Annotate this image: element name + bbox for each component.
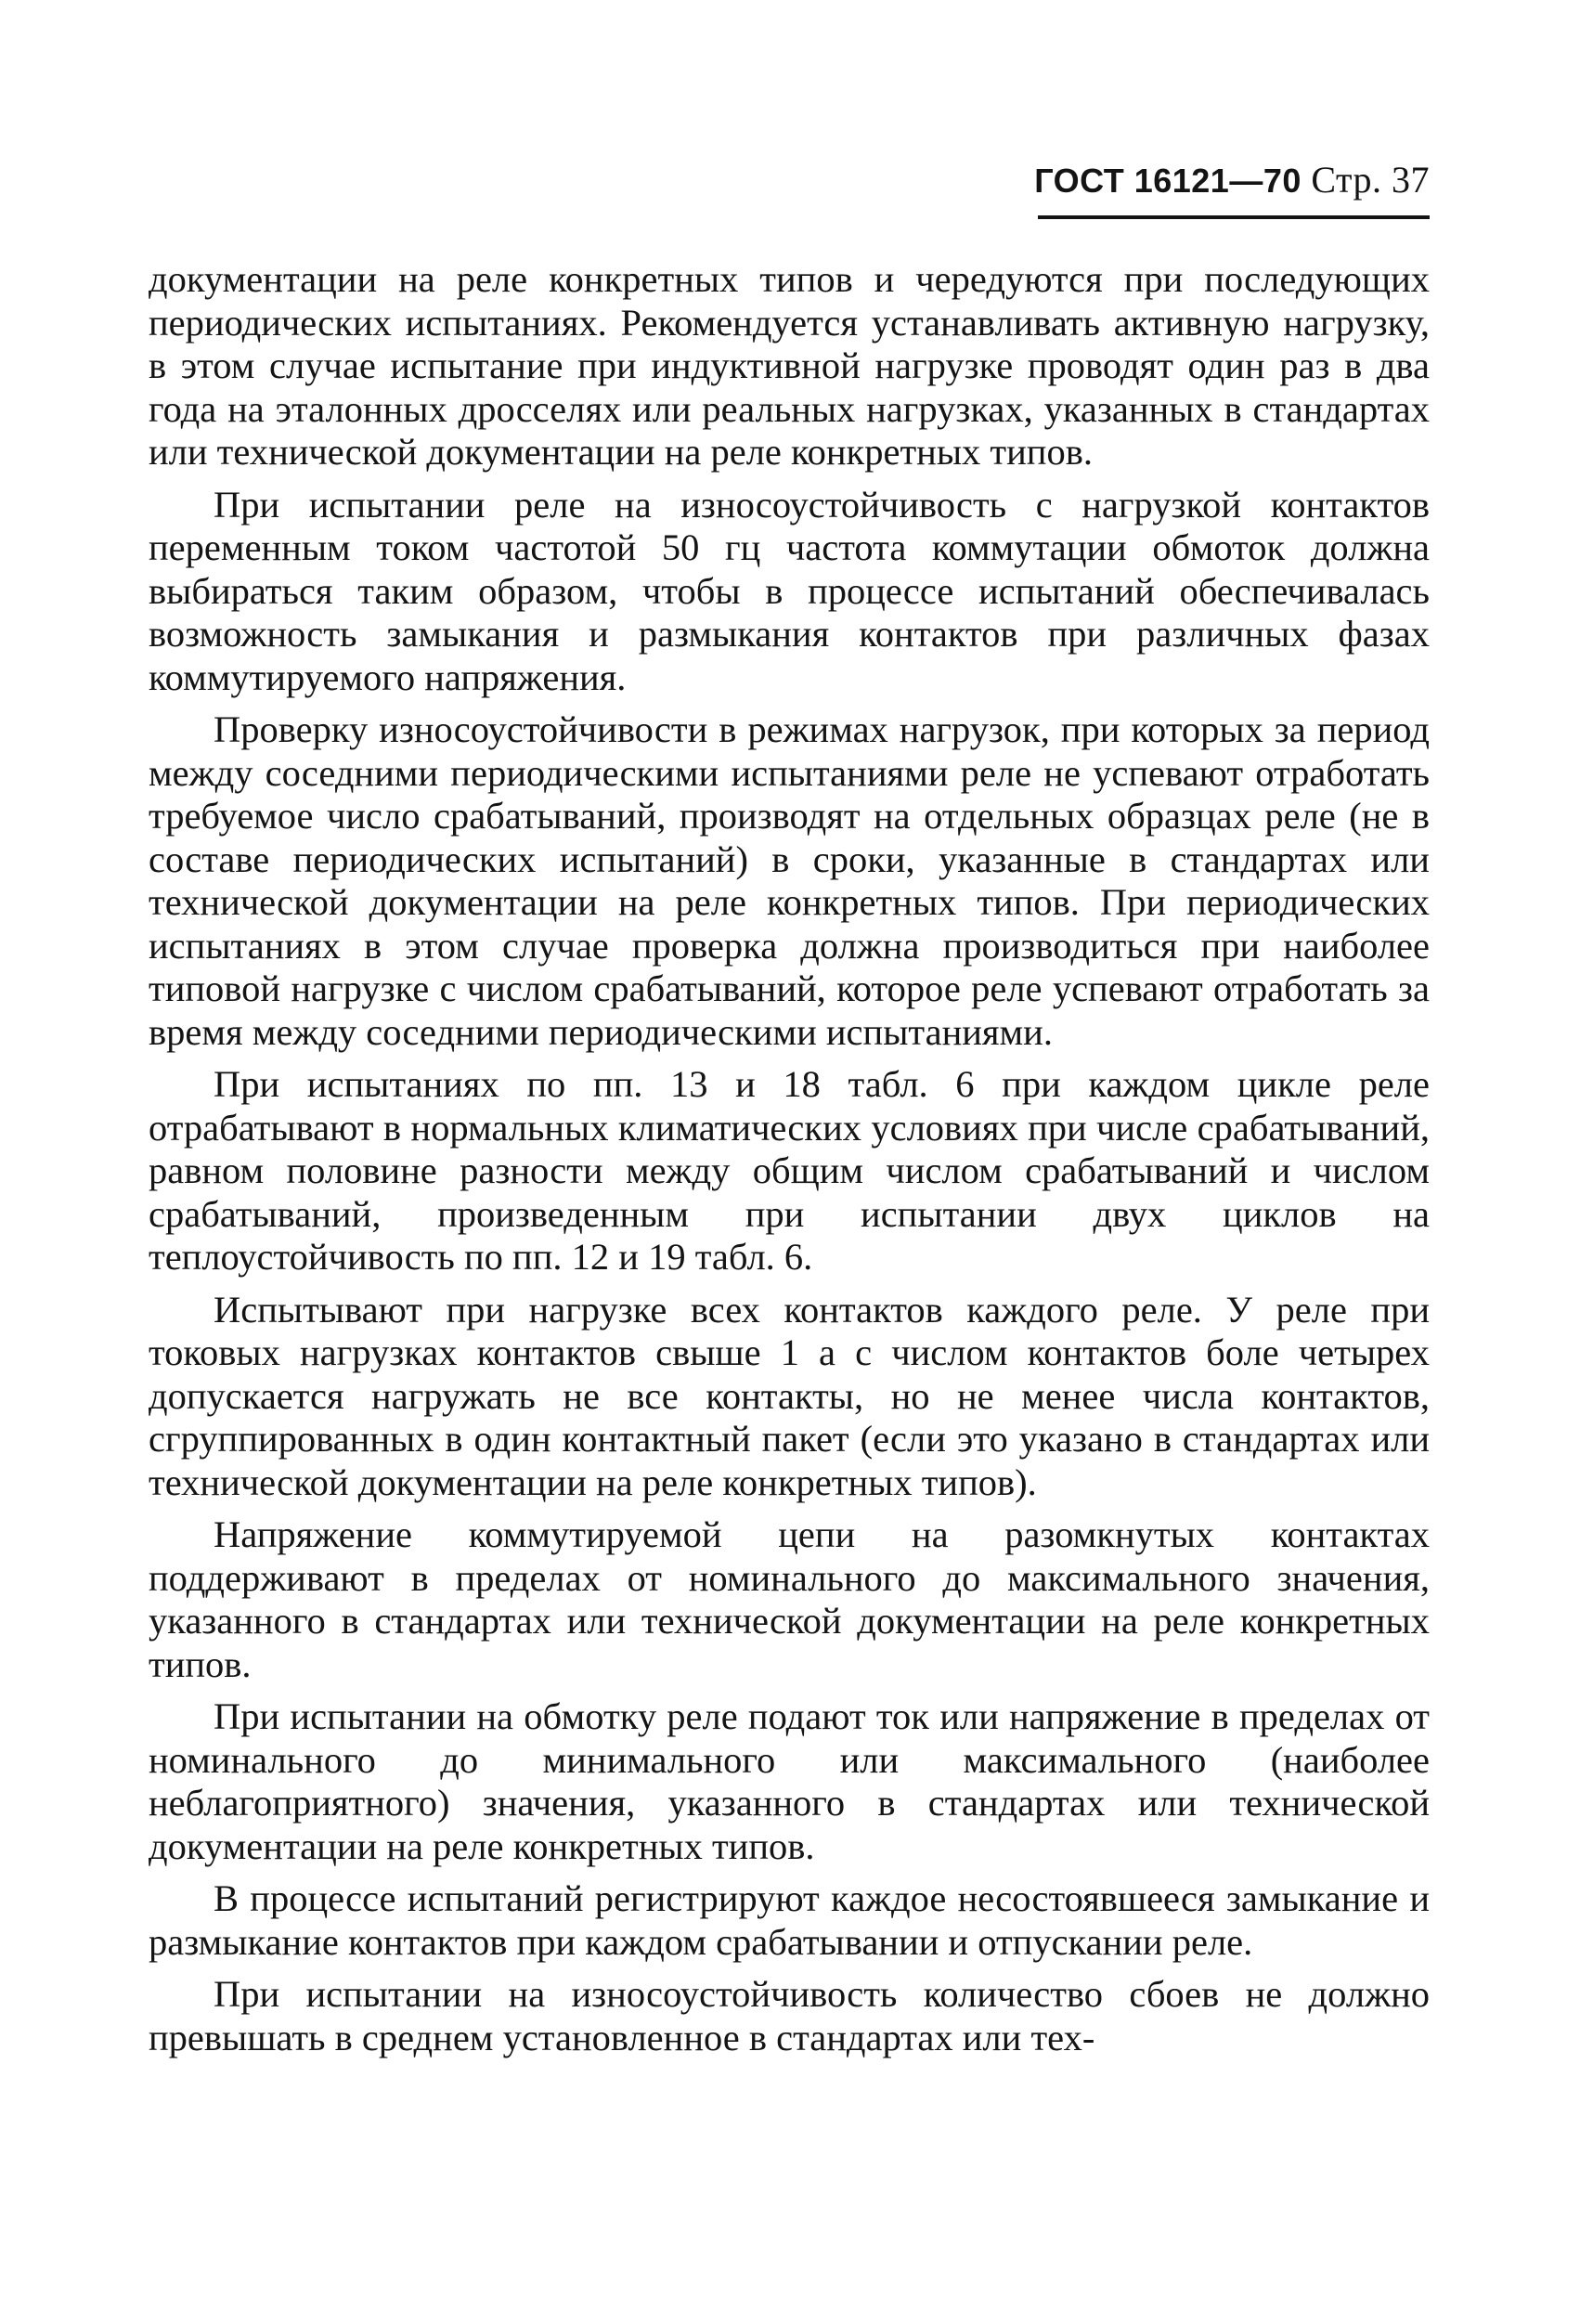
paragraph: При испытании на износоустойчивость количество сбоев не должно превышать в среднем установленное в стандартах или тех- [149, 1973, 1430, 2058]
paragraph: При испытании на обмотку реле подают ток или напряжение в пределах от номинального до минимального или максимального (наиболее неблагоприятного) значения, указанного в стандартах или технической документации на реле конкретных типов. [149, 1695, 1430, 1867]
paragraph: Напряжение коммутируемой цепи на разомкнутых контактах поддерживают в пределах от номинального до максимального значения, указанного в стандартах или технической документации на реле конкретных типов. [149, 1513, 1430, 1685]
body-text [149, 258, 1430, 2069]
paragraph: При испытаниях по пп. 13 и 18 табл. 6 при каждом цикле реле отрабатывают в нормальных климатических условиях при числе срабатываний, равном половине разности между общим числом срабатываний и числом срабатываний, произведенным при испытании двух циклов на теплоустойчивость по пп. 12 и 19 табл. 6. [149, 1063, 1430, 1278]
standard-number: ГОСТ 16121—70 [1034, 162, 1302, 200]
header-rule [1038, 215, 1430, 219]
paragraph: Испытывают при нагрузке всех контактов каждого реле. У реле при токовых нагрузках контактов свыше 1 а с числом контактов боле четырех допускается нагружать не все контакты, но не менее числа контактов, сгруппированных в один контактный пакет (если это указано в стандартах или технической документации на реле конкретных типов). [149, 1288, 1430, 1503]
paragraph: При испытании реле на износоустойчивость с нагрузкой контактов переменным током частотой 50 гц частота коммутации обмоток должна выбираться таким образом, чтобы в процессе испытаний обеспечивалась возможность замыкания и размыкания контактов при различных фазах коммутируемого напряжения. [149, 483, 1430, 698]
paragraph: Проверку износоустойчивости в режимах нагрузок, при которых за период между соседними периодическими испытаниями реле не успевают отработать требуемое число срабатываний, производят на отдельных образцах реле (не в составе периодических испытаний) в сроки, указанные в стандартах или технической документации на реле конкретных типов. При периодических испытаниях в этом случае проверка должна производиться при наиболее типовой нагрузке с числом срабатываний, которое реле успевают отработать за время между соседними периодическими испытаниями. [149, 708, 1430, 1053]
running-header [993, 156, 1430, 205]
page-number: Стр. 37 [1311, 159, 1430, 201]
paragraph: В процессе испытаний регистрируют каждое несостоявшееся замыкание и размыкание контактов при каждом срабатывании и отпускании реле. [149, 1877, 1430, 1963]
paragraph-continued: документации на реле конкретных типов и чередуются при последующих периодических испытаниях. Рекомендуется устанавливать активную нагрузку, в этом случае испытание при индуктивной нагрузке проводят один раз в два года на эталонных дросселях или реальных нагрузках, указанных в стандартах или технической документации на реле конкретных типов. [149, 258, 1430, 473]
